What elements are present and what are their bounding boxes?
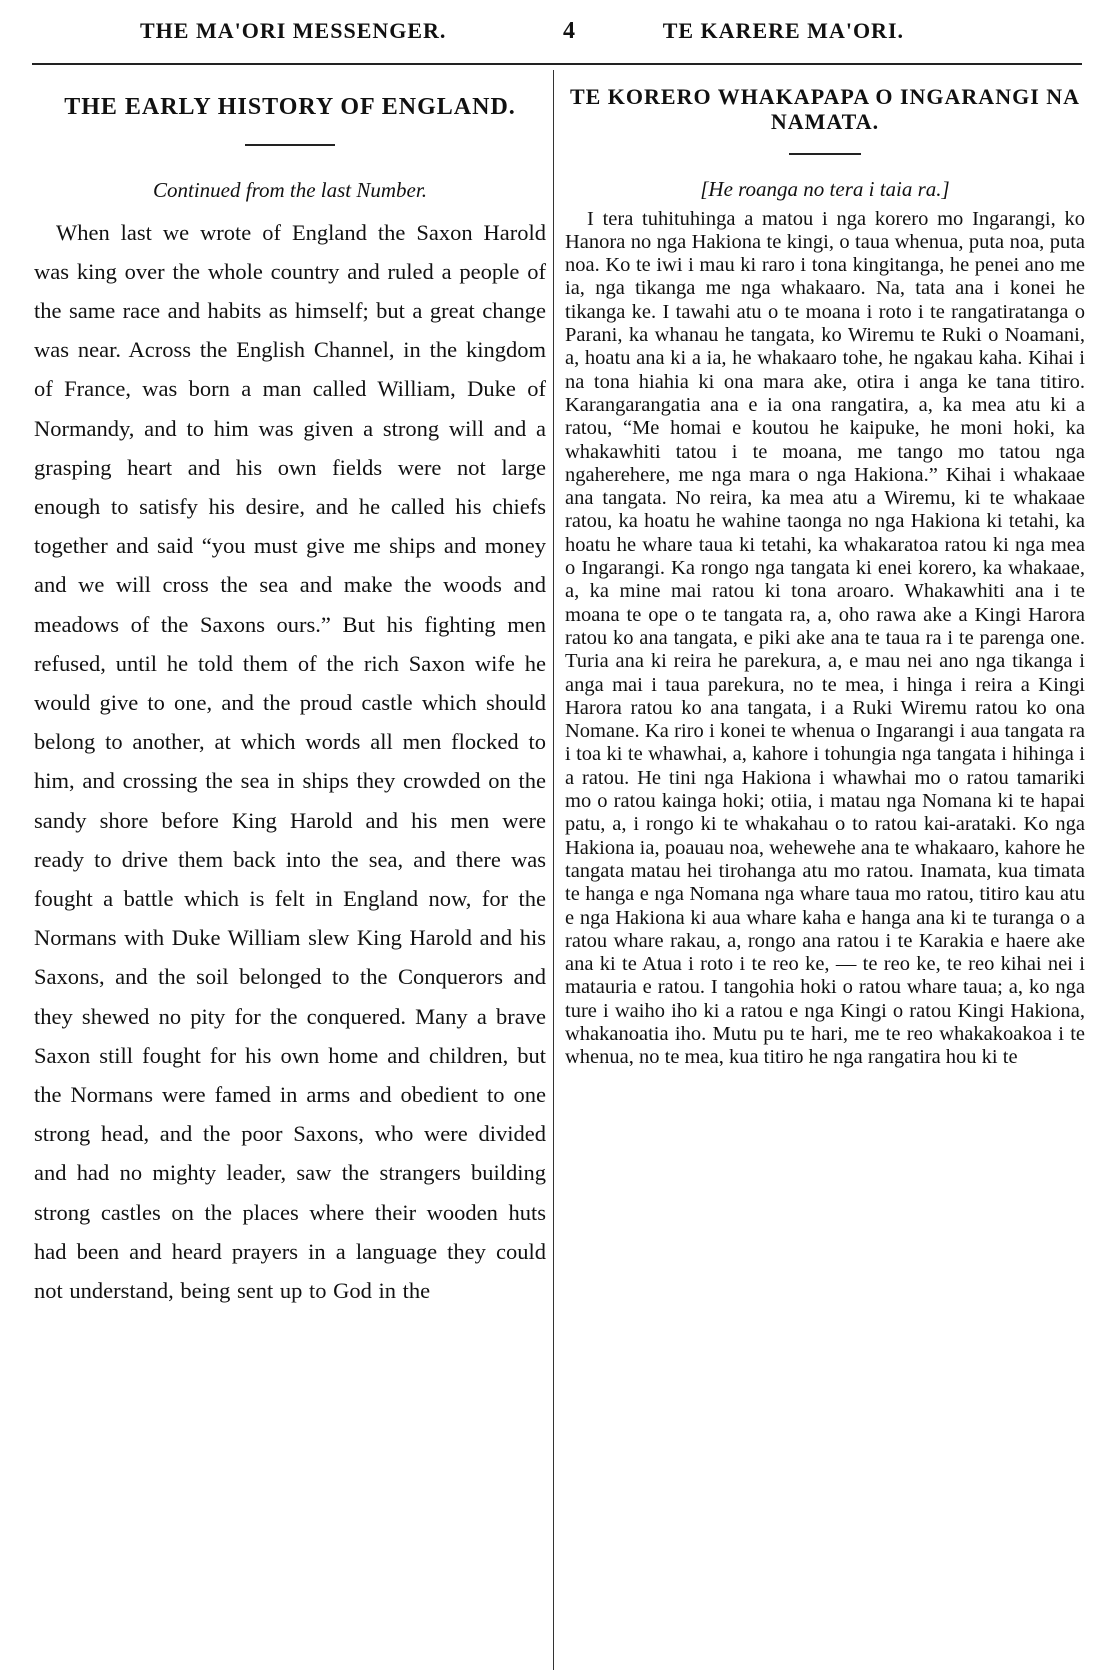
header-rule xyxy=(32,63,1082,65)
maori-column xyxy=(565,80,1085,1090)
english-column xyxy=(34,80,546,1333)
maori-article-body: I tera tuhituhinga a matou i nga korero mo Ingarangi, ko Hanora no nga Hakiona te kingi, o taua whenua, puta noa, puta noa. Ko te iwi i mau ki raro i tona kingitanga, he penei ano me ia, nga tikanga me nga whakaaro. Na, tata ana i konei he tikanga ke. I tawahi atu o te moana i roto i te rangatiratanga o Parani, ka whanau he tangata, ko Wiremu te Ruki o Noamani, a, hoatu ana ki a ia, he whakaaro tohe, he ngakau kaha. Kihai i na tona hiahia ki ona mara ake, otira i anga ke tana titiro. Karangarangatia ana e ia ona rangatira, a, ka mea atu ki a ratou, “Me homai e koutou he kaipuke, he moni hoki, ka whakawhiti tatou i te moana, me tango mo tatou nga ngaherehere, me nga mara o nga Hakiona.” Kihai i whakaae ana tangata. No reira, ka mea atu a Wiremu, ki te whakaae ratou, ka hoatu he wahine taonga no nga Hakiona ki tetahi, ka hoatu he whare taua ki tetahi, ka whakaratoa ratou ki nga mea o Ingarangi. Ka rongo nga tangata ki enei korero, ka whakaae, a, ka mine mai ratou ki tona aroaro. Whakawhiti ana i te moana te ope o te tangata ra, a, oho rawa ake a Kingi Harora ratou ko ana tangata, e piki ake ana te taua ra i te parenga one. Turia ana ki reira he parekura, a, e mau nei ano nga tikanga i anga mai i taua parekura, no te mea, i hinga i reira a Kingi Harora ratou ko ana tangata, i a Ruki Wiremu ratou ko ona Nomane. Ka riro i konei te whenua o Ingarangi i aua tangata ra i toa ki te whawhai, a, kahore i tohungia nga tangata i hihinga i a ratou. He tini nga Hakiona i whawhai mo o ratou tamariki mo o ratou kainga hoki; otiia, i matau nga Nomana ki te hapai patu, a, i rongo ki te whakahau o to ratou kai-arataki. Ko nga Hakiona ia, poauau noa, wehewehe ana te whakaaro, kahore he tangata matau hei tirohanga atu mo ratou. Inamata, kua timata te hanga e nga Nomana nga whare taua mo ratou, titiro kau atu e nga Hakiona ki aua whare kaha e hanga ana ki te turanga o a ratou whare rakau, a, rongo ana ratou i te Karakia e haere ake ana ki te Atua i roto i te reo ke, — te reo ke, te reo kihai nei i matauria e ratou. I tangohia hoki o ratou whare taua; a, ko nga ture i waiho iho ki a ratou e nga Kingi o ratou Kingi Hakiona, whakanoatia iho. Mutu pu te hari, me te reo whakakoakoa i te whenua, no te mea, kua titiro he nga rangatira hou ki te xyxy=(565,207,1085,1069)
column-divider xyxy=(553,70,554,1670)
english-article-body: When last we wrote of England the Saxon Harold was king over the whole country and ruled a people of the same race and habits as himself; but a great change was near. Across the English Channel, in the kingdom of France, was born a man called William, Duke of Normandy, and to him was given a strong will and a grasping heart and his own fields were not large enough to satisfy his desire, and he called his chiefs together and said “you must give me ships and money and we will cross the sea and make the woods and meadows of the Saxons ours.” But his fighting men refused, until he told them of the rich Saxon wife he would give to one, and the proud castle which should belong to another, at which words all men flocked to him, and crossing the sea in ships they crowded on the sandy shore before King Harold and his men were ready to drive them back into the sea, and there was fought a battle which is felt in England now, for the Normans with Duke William slew King Harold and his Saxons, and the soil belonged to the Conquerors and they shewed no pity for the conquered. Many a brave Saxon still fought for his own home and children, but the Normans were famed in arms and obedient to one strong head, and the poor Saxons, who were divided and had no mighty leader, saw the strangers building strong castles on the places where their wooden huts had been and heard prayers in a language they could not understand, being sent up to God in the xyxy=(34,219,546,1304)
page-number: 4 xyxy=(563,18,576,44)
running-head xyxy=(30,18,1084,52)
maori-continued-note: [He roanga no tera i taia ra.] xyxy=(700,176,950,201)
english-continued-note: Continued from the last Number. xyxy=(153,177,427,202)
running-head-english-title: THE MA'ORI MESSENGER. xyxy=(140,18,447,43)
running-head-maori-title: TE KARERE MA'ORI. xyxy=(662,18,904,43)
english-title-rule xyxy=(245,144,335,146)
english-article-title: THE EARLY HISTORY OF ENGLAND. xyxy=(64,94,516,120)
maori-title-rule xyxy=(789,153,861,155)
maori-article-title: TE KORERO WHAKAPAPA O INGARANGI NA NAMATA. xyxy=(569,84,1081,135)
